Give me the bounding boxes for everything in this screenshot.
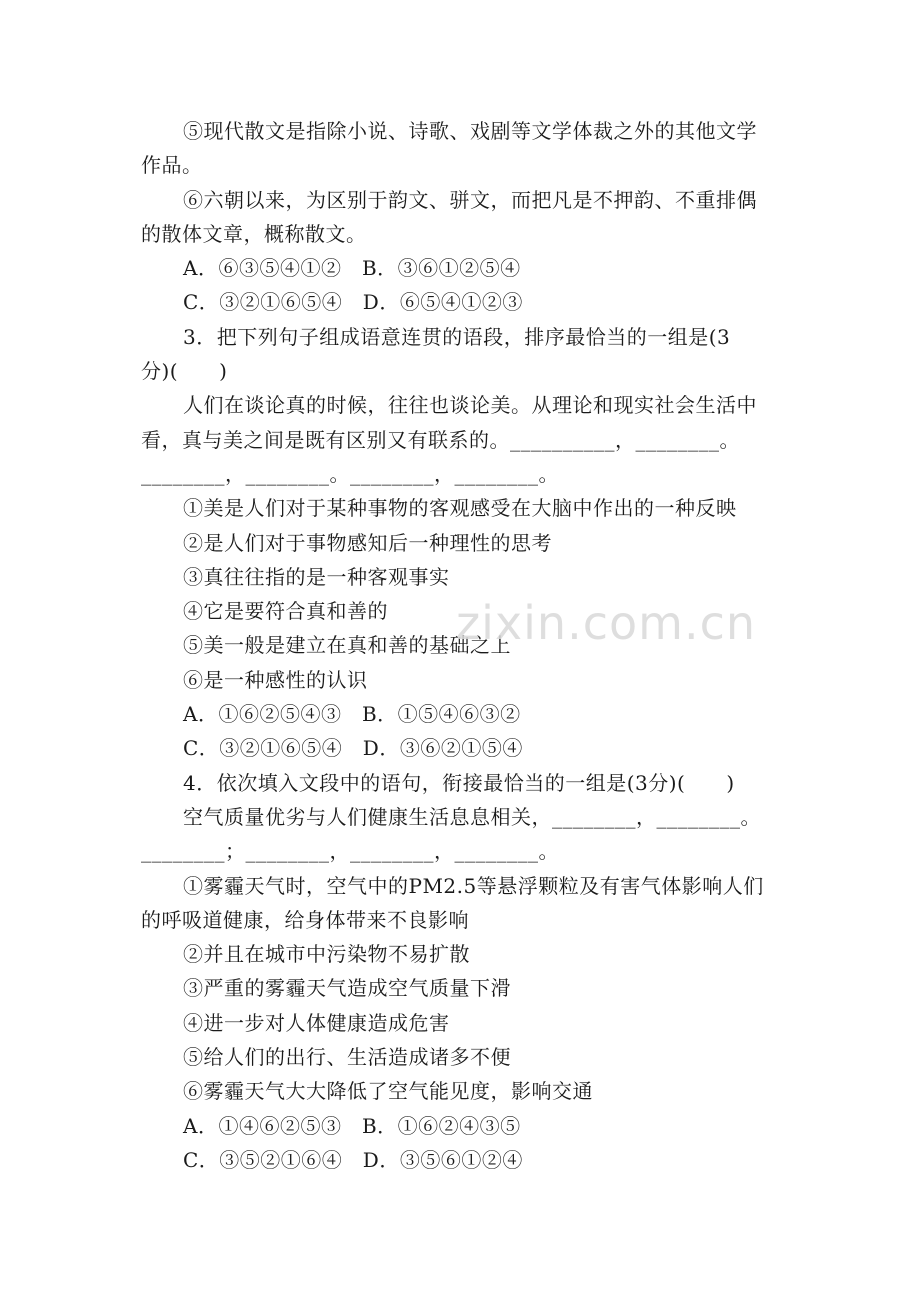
text-line: ②并且在城市中污染物不易扩散 (183, 942, 470, 967)
text-line: ________，________。________，________。 (141, 461, 559, 486)
text-line: C．③⑤②①⑥④ D．③⑤⑥①②④ (183, 1147, 523, 1172)
watermark: zixin.com.cn (456, 596, 757, 650)
text-line: ②是人们对于事物感知后一种理性的思考 (183, 530, 552, 555)
text-line: ⑤给人们的出行、生活造成诸多不便 (183, 1045, 511, 1070)
text-line: ①雾霾天气时，空气中的PM2.5等悬浮颗粒及有害气体影响人们 (183, 873, 764, 898)
text-line: A．①④⑥②⑤③ B．①⑥②④③⑤ (183, 1113, 521, 1138)
text-line: ⑤现代散文是指除小说、诗歌、戏剧等文学体裁之外的其他文学 (183, 119, 757, 143)
text-line: C．③②①⑥⑤④ D．⑥⑤④①②③ (183, 290, 523, 315)
text-line: ________；________，________，________。 (141, 839, 559, 864)
text-line: ④它是要符合真和善的 (183, 599, 388, 624)
text-line: 分)( ) (141, 359, 228, 384)
text-line: C．③②①⑥⑤④ D．③⑥②①⑤④ (183, 736, 523, 761)
text-line: ④进一步对人体健康造成危害 (183, 1010, 450, 1035)
text-line: 3．把下列句子组成语意连贯的语段，排序最恰当的一组是(3 (183, 324, 731, 349)
text-line: 人们在谈论真的时候，往往也谈论美。从理论和现实社会生活中 (183, 393, 757, 418)
text-line: A．①⑥②⑤④③ B．①⑤④⑥③② (183, 702, 521, 727)
text-line: 的散体文章，概称散文。 (141, 221, 367, 246)
text-line: ⑥是一种感性的认识 (183, 667, 368, 692)
text-line: ⑤美一般是建立在真和善的基础之上 (183, 633, 511, 658)
text-line: 看，真与美之间是既有区别又有联系的。__________，________。 (141, 427, 740, 452)
text-line: A．⑥③⑤④①② B．③⑥①②⑤④ (183, 256, 521, 281)
text-line: ①美是人们对于某种事物的客观感受在大脑中作出的一种反映 (183, 496, 737, 521)
text-line: 作品。 (141, 153, 203, 178)
document-body (141, 114, 789, 1177)
text-line: ⑥雾霾天气大大降低了空气能见度，影响交通 (183, 1079, 593, 1104)
text-line: 空气质量优劣与人们健康生活息息相关，________，________。 (183, 804, 761, 829)
text-line: ③真往往指的是一种客观事实 (183, 564, 450, 589)
text-line: 的呼吸道健康，给身体带来不良影响 (141, 907, 469, 932)
text-line: ③严重的雾霾天气造成空气质量下滑 (183, 976, 511, 1001)
text-line: ⑥六朝以来，为区别于韵文、骈文，而把凡是不押韵、不重排偶 (183, 187, 757, 212)
text-line: 4．依次填入文段中的语句，衔接最恰当的一组是(3分)( ) (183, 770, 735, 795)
